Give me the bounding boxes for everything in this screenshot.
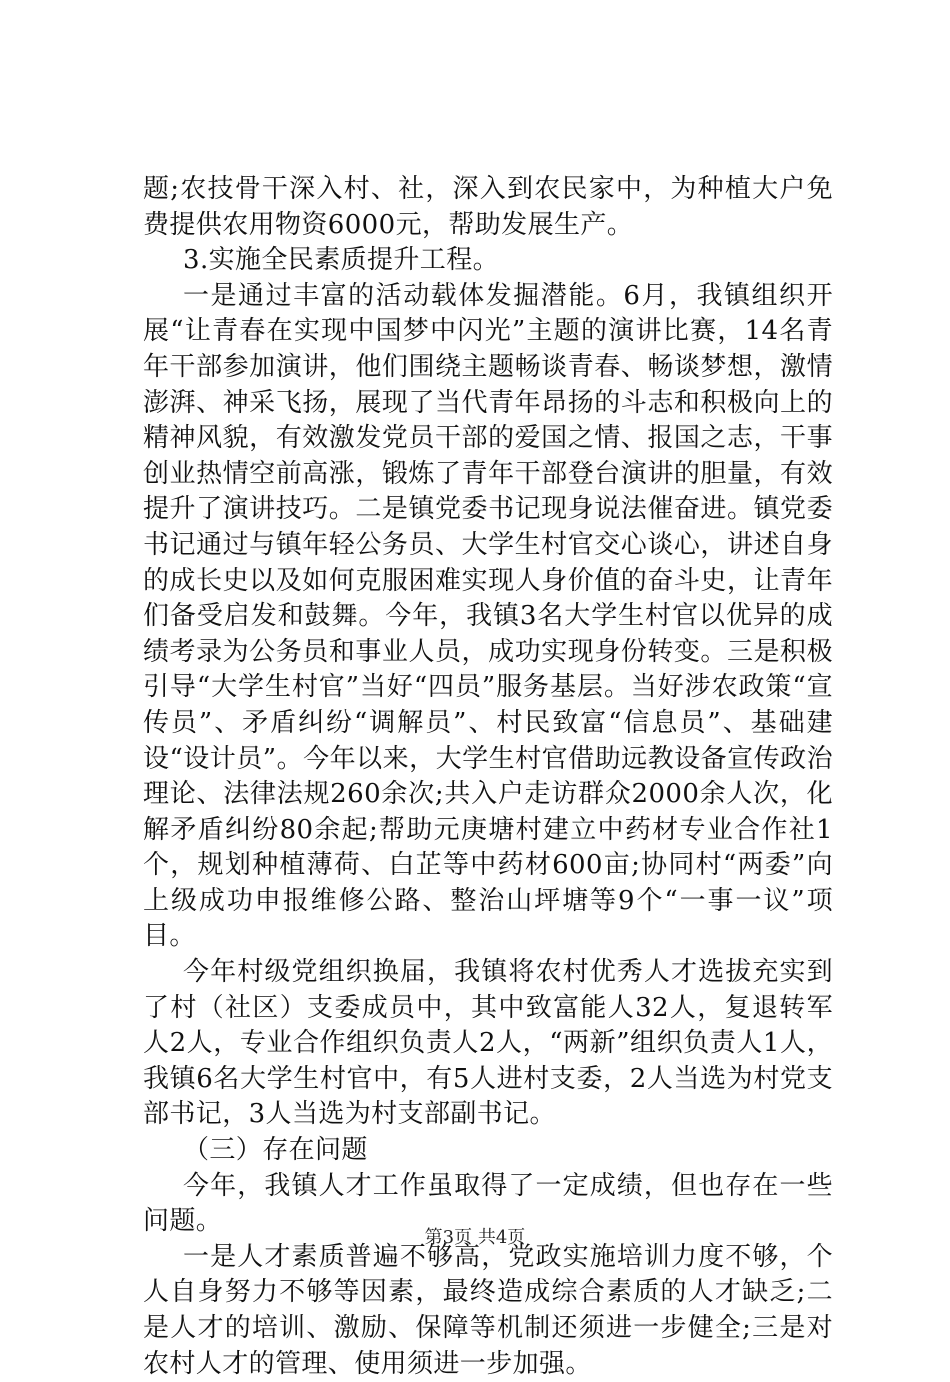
page-number-footer: 第3页 共4页 [424,1227,526,1248]
section-heading-problems: （三）存在问题 [183,1135,368,1166]
paragraph-continuation: 题;农技骨干深入村、社，深入到农民家中，为种植大户免费提供农用物资6000元，帮助发展生产。 [143,174,833,240]
section-heading-quality-project: 3.实施全民素质提升工程。 [183,245,500,276]
paragraph-problems-list: 一是人才素质普遍不够高，党政实施培训力度不够，个人自身努力不够等因素，最终造成综合素质的人才缺乏;二是人才的培训、激励、保障等机制还须进一步健全;三是对农村人才的管理、使用须进一步加强。 [143,1241,833,1379]
paragraph-problems-intro: 今年，我镇人才工作虽取得了一定成绩，但也存在一些问题。 [143,1170,833,1237]
paragraph-activities: 一是通过丰富的活动载体发掘潜能。6月，我镇组织开展“让青春在实现中国梦中闪光”主题的演讲比赛，14名青年干部参加演讲，他们围绕主题畅谈青春、畅谈梦想，激情澎湃、神采飞扬，展现了当代青年昂扬的斗志和积极向上的精神风貌，有效激发党员干部的爱国之情、报国之志，干事创业热情空前高涨，锻炼了青年干部登台演讲的胆量，有效提升了演讲技巧。二是镇党委书记现身说法催奋进。镇党委书记通过与镇年轻公务员、大学生村官交心谈心，讲述自身的成长史以及如何克服困难实现人身价值的奋斗史，让青年们备受启发和鼓舞。今年，我镇3名大学生村官以优异的成绩考录为公务员和事业人员，成功实现身份转变。三是积极引导“大学生村官”当好“四员”服务基层。当好涉农政策“宣传员”、矛盾纠纷“调解员”、村民致富“信息员”、基础建设“设计员”。今年以来，大学生村官借助远教设备宣传政治理论、法律法规260余次;共入户走访群众2000余人次，化解矛盾纠纷80余起;帮助元庚塘村建立中药材专业合作社1个，规划种植薄荷、白芷等中药材600亩;协同村“两委”向上级成功申报维修公路、整治山坪塘等9个“一事一议”项目。 [143,280,833,952]
document-body [143,172,833,1382]
paragraph-election: 今年村级党组织换届，我镇将农村优秀人才选拔充实到了村（社区）支委成员中，其中致富能人32人，复退转军人2人，专业合作组织负责人2人，“两新”组织负责人1人，我镇6名大学生村官中，有5人进村支委，2人当选为村党支部书记，3人当选为村支部副书记。 [143,957,833,1130]
